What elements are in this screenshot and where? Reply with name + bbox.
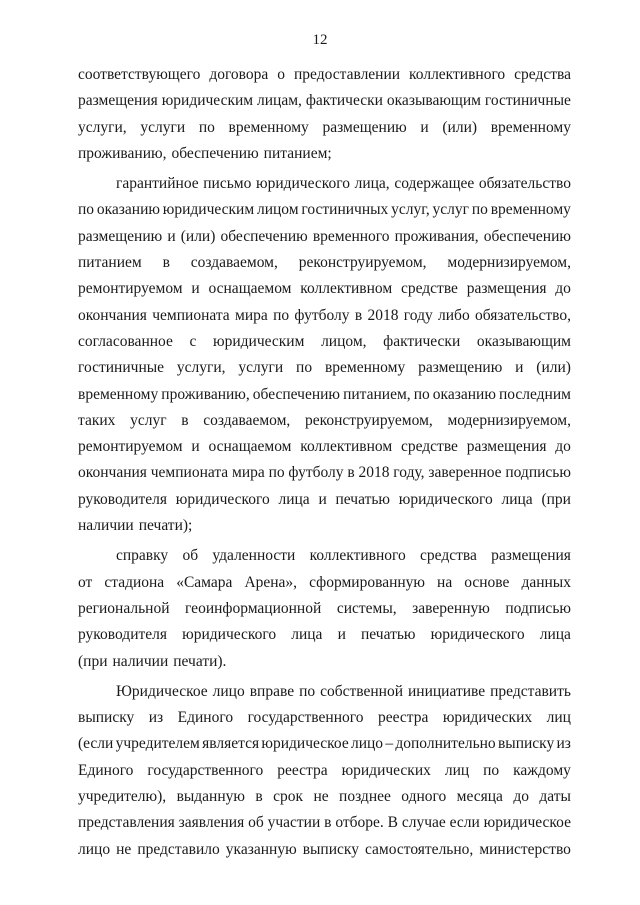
text-line: окончания чемпионата мира по футболу в 2018 году, заверенное подписью <box>78 464 571 482</box>
text-line: временному проживанию, обеспечению питанием, по оказанию последним <box>78 385 571 403</box>
text-line: Юридическое лицо вправе по собственной инициативе представить <box>116 682 571 700</box>
paragraph <box>78 543 571 674</box>
text-line: руководителя юридического лица и печатью юридического лица <box>78 626 571 644</box>
text-line: согласованное с юридическим лицом, фактически оказывающим <box>78 332 571 350</box>
text-line: услуги, услуги по временному размещению и (или) временному <box>78 118 571 136</box>
text-line: по оказанию юридическим лицом гостиничных услуг, услуг по временному <box>78 201 571 219</box>
text-line: ремонтируемом и оснащаемом коллективном средстве размещения до <box>78 280 571 298</box>
text-line: руководителя юридического лица и печатью юридического лица (при <box>78 490 571 508</box>
text-line: наличии печати); <box>78 517 193 535</box>
text-line: Единого государственного реестра юридических лиц по каждому <box>78 761 571 779</box>
text-line: таких услуг в создаваемом, реконструируемом, модернизируемом, <box>78 411 571 429</box>
paragraph <box>78 171 571 539</box>
text-line: региональной геоинформационной системы, заверенную подписью <box>78 599 571 617</box>
text-line: размещению и (или) обеспечению временного проживания, обеспечению <box>78 227 571 245</box>
text-line: (если учредителем является юридическое лицо – дополнительно выписку из <box>78 735 571 753</box>
text-line: справку об удаленности коллективного средства размещения <box>116 547 571 565</box>
body-text <box>78 62 571 867</box>
text-line: лицо не представило указанную выписку самостоятельно, министерство <box>78 840 571 858</box>
text-line: гарантийное письмо юридического лица, содержащее обязательство <box>116 175 571 193</box>
text-line: гостиничные услуги, услуги по временному размещению и (или) <box>78 359 571 377</box>
text-line: ремонтируемом и оснащаемом коллективном средстве размещения до <box>78 438 571 456</box>
paragraph <box>78 679 571 863</box>
text-line: питанием в создаваемом, реконструируемом, модернизируемом, <box>78 254 571 272</box>
text-line: размещения юридическим лицам, фактически оказывающим гостиничные <box>78 92 571 110</box>
text-line: представления заявления об участии в отборе. В случае если юридическое <box>78 814 571 832</box>
page-number: 12 <box>312 32 328 48</box>
text-line: учредителю), выданную в срок не позднее одного месяца до даты <box>78 788 571 806</box>
text-line: проживанию, обеспечению питанием; <box>78 144 332 162</box>
text-line: соответствующего договора о предоставлении коллективного средства <box>78 66 571 83</box>
paragraph <box>78 62 571 167</box>
text-line: (при наличии печати). <box>78 652 227 670</box>
text-line: выписку из Единого государственного реестра юридических лиц <box>78 709 571 727</box>
text-line: окончания чемпионата мира по футболу в 2018 году либо обязательство, <box>78 306 571 324</box>
text-line: от стадиона «Самара Арена», сформированную на основе данных <box>78 573 571 591</box>
